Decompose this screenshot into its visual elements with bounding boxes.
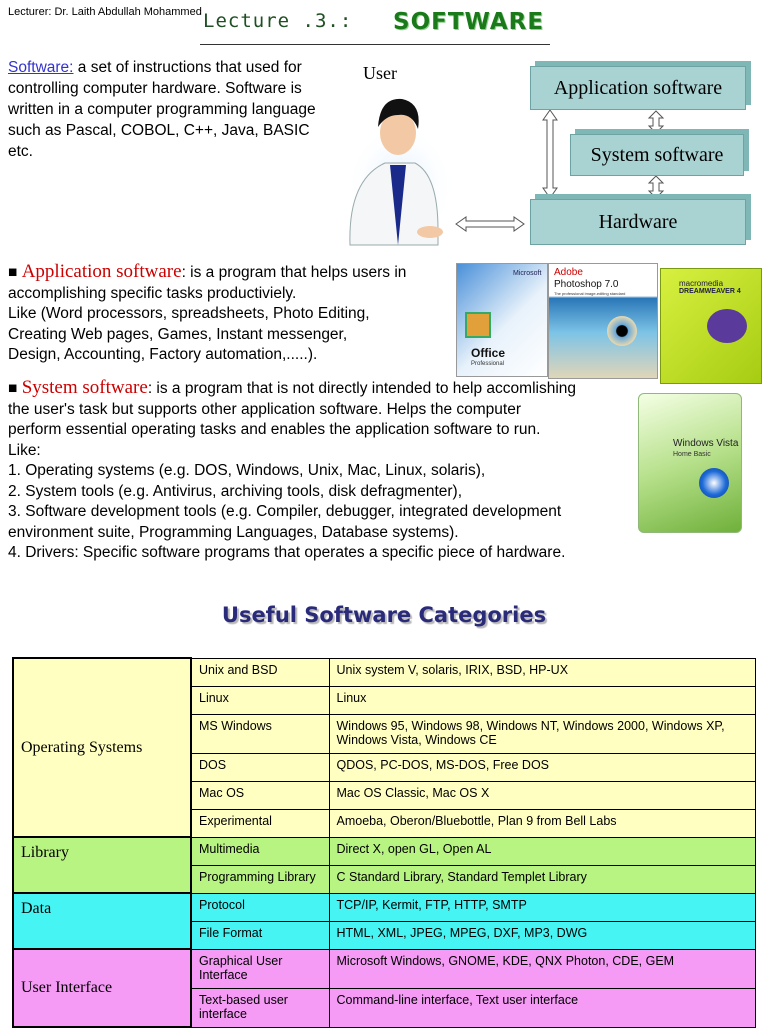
system-software-line-9: 4. Drivers: Specific software programs that operates a specific piece of hardware. [8,544,566,561]
bullet-icon: ■ [8,264,18,281]
system-software-line-6: 2. System tools (e.g. Antivirus, archiving tools, disk defragmenter), [8,482,462,500]
office-brand: Microsoft [513,270,542,277]
subcategory-cell: Text-based user interface [191,988,329,1027]
dreamweaver-name: DREAMWEAVER 4 [679,288,741,295]
application-software-section [8,262,453,366]
application-hardware-arrow [541,108,559,200]
bullet-icon: ■ [8,380,18,397]
subcategory-cell: Graphical User Interface [191,949,329,988]
lecturer-name: Lecturer: Dr. Laith Abdullah Mohammed [8,6,202,18]
system-software-heading: System software [21,377,148,398]
application-software-line-3: Like (Word processors, spreadsheets, Photo Editing, [8,305,370,322]
dreamweaver-box-image [660,268,762,384]
examples-cell: HTML, XML, JPEG, MPEG, DXF, MP3, DWG [329,921,756,949]
photoshop-box-image [548,263,658,379]
application-software-line-1: ■ Application software: is a program that helps users in [8,261,407,282]
software-definition [8,57,328,162]
user-label: User [363,63,397,83]
examples-cell: Direct X, open GL, Open AL [329,837,756,865]
categories-title: Useful Software Categories [221,603,547,627]
application-software-layer: Application software [530,66,746,110]
examples-cell: Unix system V, solaris, IRIX, BSD, HP-UX [329,658,756,686]
subcategory-cell: Mac OS [191,781,329,809]
category-operating-systems: Operating Systems [13,658,191,837]
user-figure-illustration [340,85,460,250]
examples-cell: Linux [329,686,756,714]
photoshop-brand: Adobe [554,267,583,278]
system-software-section [8,378,633,564]
office-logo-icon [465,312,491,338]
photoshop-name: Photoshop 7.0 [554,279,619,290]
category-data: Data [13,893,191,949]
subcategory-cell: Protocol [191,893,329,921]
subcategory-cell: Linux [191,686,329,714]
examples-cell: Mac OS Classic, Mac OS X [329,781,756,809]
application-software-line-2: accomplishing specific tasks productiviely. [8,284,297,302]
table-row [13,837,756,865]
category-user-interface: User Interface [13,949,191,1027]
subcategory-cell: Unix and BSD [191,658,329,686]
windows-logo-icon [699,468,729,498]
office-name: Office [471,346,506,360]
examples-cell: Command-line interface, Text user interface [329,988,756,1027]
examples-cell: QDOS, PC-DOS, MS-DOS, Free DOS [329,753,756,781]
photoshop-tagline: The professional image-editing standard [554,291,626,296]
software-categories-table [12,657,756,1028]
examples-cell: TCP/IP, Kermit, FTP, HTTP, SMTP [329,893,756,921]
dreamweaver-logo-icon [707,309,747,343]
title-underline [200,44,550,45]
windows-vista-box-image [638,393,742,533]
table-row [13,949,756,988]
category-library: Library [13,837,191,893]
table-row [13,893,756,921]
application-system-arrow [646,110,666,134]
examples-cell: Windows 95, Windows 98, Windows NT, Windows 2000, Windows XP, Windows Vista, Windows CE [329,714,756,753]
system-software-line-5: 1. Operating systems (e.g. DOS, Windows, Unix, Mac, Linux, solaris), [8,462,486,479]
system-hardware-arrow [646,175,666,199]
vista-edition: Home Basic [673,451,711,458]
user-hardware-arrow [454,214,526,234]
examples-cell: Microsoft Windows, GNOME, KDE, QNX Photon, CDE, GEM [329,949,756,988]
subcategory-cell: MS Windows [191,714,329,753]
software-definition-text: a set of instructions that used for controlling computer hardware. Software is written in a computer programming language such as Pascal, COBOL, C++, Java, BASIC etc. [8,59,316,160]
subcategory-cell: Experimental [191,809,329,837]
system-software-layer: System software [570,134,744,176]
lecture-number: Lecture .3.: [203,10,353,32]
application-software-line-5: Design, Accounting, Factory automation,.....). [8,346,318,363]
examples-cell: Amoeba, Oberon/Bluebottle, Plan 9 from Bell Labs [329,809,756,837]
system-software-line-2: the user's task but supports other application software. Helps the computer [8,400,522,418]
subcategory-cell: File Format [191,921,329,949]
hardware-layer: Hardware [530,199,746,245]
application-software-line-4: Creating Web pages, Games, Instant messenger, [8,325,348,343]
system-software-line-8: environment suite, Programming Languages, Database systems). [8,523,459,541]
office-edition: Professional [471,361,505,367]
dreamweaver-brand: macromedia [679,279,724,288]
subcategory-cell: Multimedia [191,837,329,865]
system-software-line-7: 3. Software development tools (e.g. Compiler, debugger, integrated development [8,503,562,520]
system-software-line-1: ■ System software: is a program that is not directly intended to help accomlishing [8,377,577,398]
subcategory-cell: DOS [191,753,329,781]
office-box-image [456,263,548,377]
application-software-heading: Application software [21,261,182,282]
table-row [13,658,756,686]
vista-name: Windows Vista [673,438,739,449]
subcategory-cell: Programming Library [191,865,329,893]
system-software-line-3: perform essential operating tasks and enables the application software to run. [8,421,541,438]
system-software-line-4: Like: [8,441,41,459]
page-title: SOFTWARE [393,9,545,35]
examples-cell: C Standard Library, Standard Templet Library [329,865,756,893]
eye-icon [607,316,637,346]
software-term-link[interactable]: Software: [8,59,74,76]
